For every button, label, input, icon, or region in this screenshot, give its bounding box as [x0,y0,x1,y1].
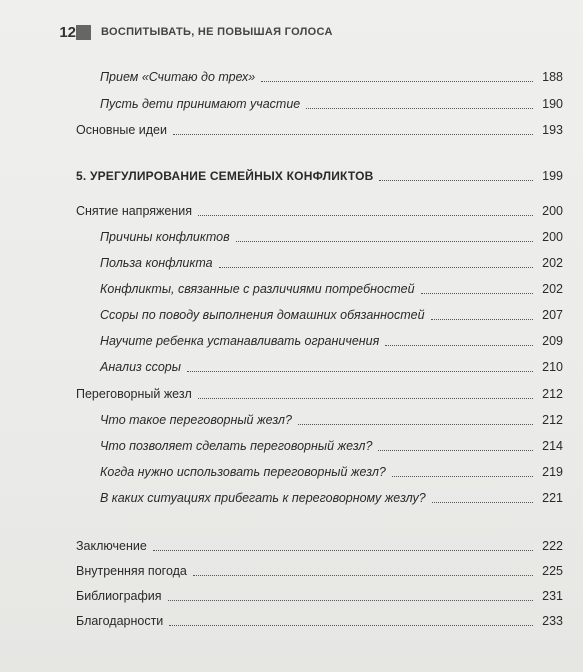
toc-entry-page: 188 [542,70,563,84]
toc-entry-label: Переговорный жезл [76,387,192,401]
toc-entry [76,562,563,580]
toc-entry-page: 233 [542,614,563,628]
toc-entry-page: 202 [542,282,563,296]
toc-entry-page: 212 [542,413,563,427]
toc-entry-label: Благодарности [76,614,164,628]
toc-entry [100,280,563,298]
toc-entry-label: Библиография [76,589,162,603]
toc-entry [100,306,563,324]
leader-dots [392,475,533,477]
toc-entry-label: В каких ситуациях прибегать к переговорному жезлу? [100,491,426,505]
toc-entry-page: 225 [542,564,563,578]
leader-dots [173,133,533,135]
toc-entry [100,489,563,507]
leader-dots [432,501,533,503]
toc-entry-page: 219 [542,465,563,479]
toc-entry-label: Что такое переговорный жезл? [100,413,292,427]
toc-entry-page: 199 [542,169,563,183]
toc-entry-page: 200 [542,230,563,244]
toc-entry-page: 210 [542,360,563,374]
toc-entry-label: Внутренняя погода [76,564,187,578]
leader-dots [421,292,533,294]
toc-entry-page: 231 [542,589,563,603]
page-header [38,22,333,42]
toc-entry-label: Анализ ссоры [100,360,181,374]
toc-entry [100,332,563,350]
leader-dots [187,370,533,372]
toc-entry [76,587,563,605]
toc-entry-page: 190 [542,97,563,111]
square-icon [76,25,91,40]
toc-entry-label: Польза конфликта [100,256,213,270]
toc-entry-label: Основные идеи [76,123,167,137]
toc-entry-page: 221 [542,491,563,505]
toc-entry [100,95,563,113]
leader-dots [306,107,533,109]
toc-entry [76,202,563,220]
toc-entry [100,411,563,429]
toc-entry [76,612,563,630]
toc-entry-label: Заключение [76,539,147,553]
toc-entry-page: 202 [542,256,563,270]
toc-entry [100,437,563,455]
toc-entry-label: Снятие напряжения [76,204,193,218]
leader-dots [236,240,533,242]
leader-dots [431,318,533,320]
leader-dots [298,423,533,425]
leader-dots [193,574,533,576]
toc-entry-label: Когда нужно использовать переговорный жезл? [100,465,386,479]
toc-entry-page: 200 [542,204,563,218]
leader-dots [168,599,533,601]
toc-entry [100,358,563,376]
toc-chapter-entry [76,167,563,185]
toc-entry-page: 212 [542,387,563,401]
toc-entry [76,121,563,139]
leader-dots [219,266,533,268]
toc-entry-label: Ссоры по поводу выполнения домашних обязанностей [100,308,425,322]
toc-entry-label: Что позволяет сделать переговорный жезл? [100,439,373,453]
toc-entry-label: Пусть дети принимают участие [100,97,301,111]
toc-entry-page: 193 [542,123,563,137]
toc-entry-page: 222 [542,539,563,553]
toc-entry-label: Причины конфликтов [100,230,230,244]
toc-entry-label: Конфликты, связанные с различиями потребностей [100,282,415,296]
toc-entry-label: Прием «Считаю до трех» [100,70,256,84]
leader-dots [261,80,533,82]
leader-dots [198,397,533,399]
leader-dots [153,549,533,551]
leader-dots [378,449,533,451]
toc-entry [76,537,563,555]
toc-entry [76,385,563,403]
page-number: 12 [59,23,76,41]
toc-entry-page: 209 [542,334,563,348]
toc-entry [100,228,563,246]
toc-entry-label: Научите ребенка устанавливать ограничения [100,334,380,348]
leader-dots [169,624,533,626]
leader-dots [385,344,533,346]
toc-entry-label: 5. УРЕГУЛИРОВАНИЕ СЕМЕЙНЫХ КОНФЛИКТОВ [76,169,374,183]
running-title: ВОСПИТЫВАТЬ, НЕ ПОВЫШАЯ ГОЛОСА [101,26,333,38]
toc-entry-page: 207 [542,308,563,322]
toc-entry [100,463,563,481]
toc-entry-page: 214 [542,439,563,453]
leader-dots [198,214,533,216]
toc-entry [100,254,563,272]
toc-entry [100,68,563,86]
leader-dots [379,179,533,181]
